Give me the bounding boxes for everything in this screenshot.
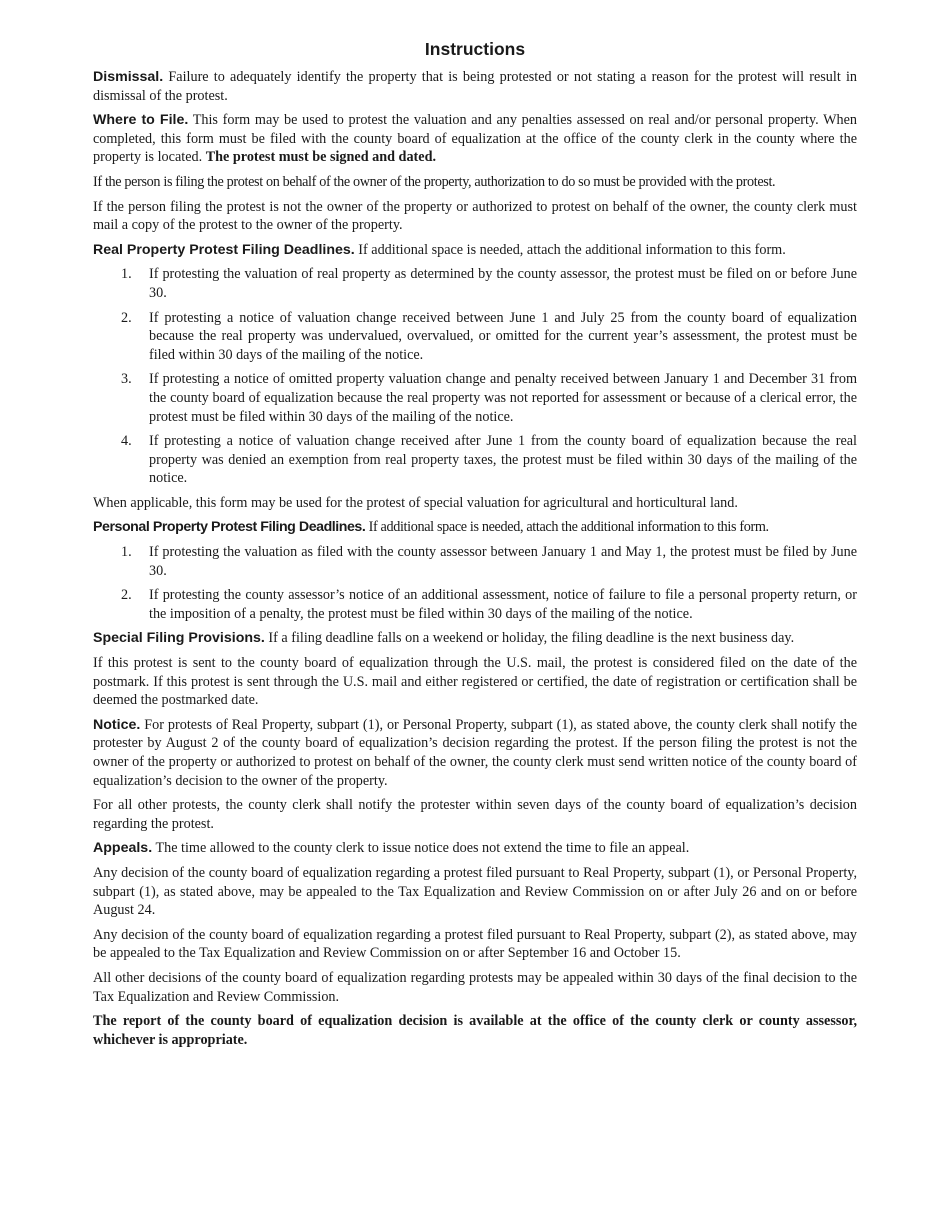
real-property-list (93, 265, 857, 488)
where-to-file-heading: Where to File. (93, 112, 189, 129)
appeals-paragraph (93, 839, 857, 858)
special-filing-heading: Special Filing Provisions. (93, 630, 265, 647)
list-item-text: If protesting the county assessor’s notice of an additional assessment, notice of failure to file a personal property return, or the imposition of a penalty, the protest must be filed within 30 days of the mailing of the notice. (149, 587, 857, 622)
personal-property-heading: Personal Property Protest Filing Deadlines. (93, 519, 366, 536)
personal-property-list (93, 543, 857, 623)
list-item (93, 370, 857, 426)
appeal-paragraph-3: All other decisions of the county board of equalization regarding protests may be appealed within 30 days of the final decision to the Tax Equalization and Review Commission. (93, 969, 857, 1005)
list-item (93, 543, 857, 580)
special-filing-text: If a filing deadline falls on a weekend or holiday, the filing deadline is the next business day. (268, 630, 795, 647)
list-item-number: 2. (121, 587, 132, 604)
list-item-text: If protesting a notice of valuation change received between June 1 and July 25 from the county board of equalization because the real property was undervalued, overvalued, or omitted for the current year’s assessment, the protest must be filed within 30 days of the mailing of the notice. (149, 309, 857, 363)
real-property-heading: Real Property Protest Filing Deadlines. (93, 241, 355, 258)
list-item-number: 1. (121, 266, 132, 283)
list-item-number: 1. (121, 544, 132, 561)
list-item-number: 3. (121, 371, 132, 388)
appeals-heading: Appeals. (93, 840, 153, 857)
final-notice-text: The report of the county board of equalization decision is available at the office of the county clerk or county assessor, whichever is appropriate. (93, 1013, 857, 1048)
real-property-paragraph (93, 241, 857, 260)
list-item-text: If protesting a notice of omitted property valuation change and penalty received between January 1 and December 31 from the county board of equalization because the real property was not reported for assessment or because of a clerical error, the protest must be filed within 30 days of the mailing of the notice. (149, 371, 857, 425)
dismissal-paragraph (93, 68, 857, 105)
list-item-number: 2. (121, 309, 132, 326)
list-item-text: If protesting the valuation as filed with the county assessor between January 1 and May 1, the protest must be filed by June 30. (149, 544, 857, 579)
appeal-paragraph-2: Any decision of the county board of equalization regarding a protest filed pursuant to Real Property, subpart (2), as stated above, may be appealed to the Tax Equalization and Review Commission on or after September 16 and October 15. (93, 926, 857, 962)
special-filing-paragraph (93, 629, 857, 648)
list-item (93, 309, 857, 365)
list-item (93, 432, 857, 488)
on-behalf-paragraph: If the person is filing the protest on behalf of the owner of the property, authorization to do so must be provided with the protest. (93, 173, 776, 190)
where-to-file-paragraph (93, 111, 857, 167)
not-owner-paragraph: If the person filing the protest is not the owner of the property or authorized to protest on behalf of the owner, the county clerk must mail a copy of the protest to the owner of the property. (93, 198, 857, 234)
list-item-text: If protesting the valuation of real property as determined by the county assessor, the protest must be filed on or before June 30. (149, 266, 857, 301)
notice-paragraph (93, 716, 857, 790)
page-title: Instructions (424, 39, 526, 59)
other-protests-paragraph: For all other protests, the county clerk shall notify the protester within seven days of the county board of equalization’s decision regarding the protest. (93, 797, 857, 832)
personal-property-text: If additional space is needed, attach the additional information to this form. (368, 519, 769, 536)
notice-text: For protests of Real Property, subpart (1), or Personal Property, subpart (1), as stated above, the county clerk shall notify the protester by August 2 of the county board of equalization’s decision regarding the protest. If the person filing the protest is not the owner of the property or authorized to protest on behalf of the owner, the county clerk must send written notice of the county board of equalization’s decision to the owner of the property. (93, 716, 857, 789)
where-to-file-bold-text: The protest must be signed and dated. (205, 149, 437, 166)
list-item (93, 586, 857, 623)
real-property-text: If additional space is needed, attach the additional information to this form. (358, 241, 786, 258)
list-item (93, 265, 857, 302)
appeals-text: The time allowed to the county clerk to issue notice does not extend the time to file an appeal. (155, 840, 690, 857)
personal-property-paragraph (93, 518, 857, 537)
dismissal-heading: Dismissal. (93, 69, 164, 85)
appeal-paragraph-1: Any decision of the county board of equalization regarding a protest filed pursuant to Real Property, subpart (1), or Personal Property, subpart (1), as stated above, may be appealed to the Tax Equalization and Review Commission on or after July 26 and on or before August 24. (93, 864, 857, 919)
list-item-number: 4. (121, 433, 132, 450)
where-to-file-text: This form may be used to protest the valuation and any penalties assessed on real and/or personal property. When completed, this form must be filed with the county board of equalization at the office of the county clerk in the county where the property is located. (93, 112, 857, 166)
list-item-text: If protesting a notice of valuation change received after June 1 from the county board of equalization because the real property was denied an exemption from real property taxes, the protest must be filed within 30 days of the mailing of the notice. (149, 433, 857, 487)
final-notice-paragraph (93, 1012, 857, 1049)
mail-paragraph: If this protest is sent to the county board of equalization through the U.S. mail, the protest is considered filed on the date of the postmark. If this protest is sent through the U.S. mail and either registered or certified, the date of registration or certification shall be deemed the postmarked date. (93, 655, 857, 709)
notice-heading: Notice. (93, 716, 141, 733)
dismissal-text: Failure to adequately identify the property that is being protested or not stating a reason for the protest will result in dismissal of the protest. (93, 69, 857, 104)
special-valuation-paragraph: When applicable, this form may be used for the protest of special valuation for agricultural and horticultural land. (93, 494, 738, 511)
